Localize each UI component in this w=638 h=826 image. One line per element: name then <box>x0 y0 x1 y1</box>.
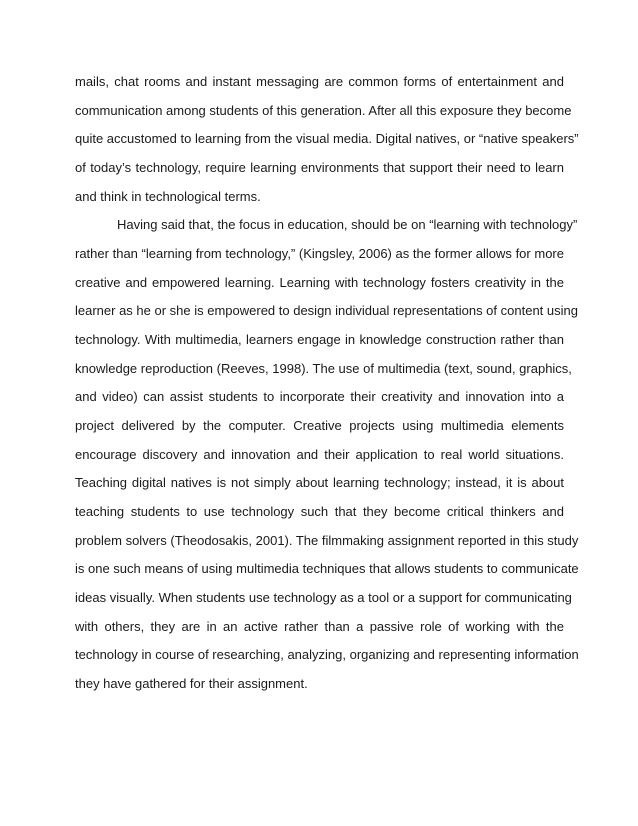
text-line: Teaching digital natives is not simply about learning technology; instead, it is about <box>75 475 564 490</box>
text-line: mails, chat rooms and instant messaging are common forms of entertainment and <box>75 74 564 89</box>
text-line: quite accustomed to learning from the visual media. Digital natives, or “native speakers” <box>75 131 579 146</box>
text-line: with others, they are in an active rather than a passive role of working with the <box>75 619 564 634</box>
text-line: they have gathered for their assignment. <box>75 676 308 691</box>
text-line: technology in course of researching, analyzing, organizing and representing information <box>75 647 579 662</box>
text-line: learner as he or she is empowered to design individual representations of content using <box>75 303 578 318</box>
text-line: ideas visually. When students use technology as a tool or a support for communicating <box>75 590 572 605</box>
text-line: technology. With multimedia, learners engage in knowledge construction rather than <box>75 332 564 347</box>
text-line: teaching students to use technology such that they become critical thinkers and <box>75 504 564 519</box>
text-line: problem solvers (Theodosakis, 2001). The filmmaking assignment reported in this study <box>75 533 579 548</box>
text-line: knowledge reproduction (Reeves, 1998). The use of multimedia (text, sound, graphics, <box>75 361 572 376</box>
text-line: is one such means of using multimedia techniques that allows students to communicate <box>75 561 579 576</box>
text-line: Having said that, the focus in education, should be on “learning with technology” <box>117 217 578 232</box>
text-line: project delivered by the computer. Creative projects using multimedia elements <box>75 418 564 433</box>
text-line: of today’s technology, require learning environments that support their need to learn <box>75 160 564 175</box>
text-line: and think in technological terms. <box>75 189 261 204</box>
text-line: rather than “learning from technology,” (Kingsley, 2006) as the former allows for more <box>75 246 564 261</box>
text-line: and video) can assist students to incorporate their creativity and innovation into a <box>75 389 564 404</box>
text-line: encourage discovery and innovation and their application to real world situations. <box>75 447 564 462</box>
text-line: communication among students of this generation. After all this exposure they become <box>75 103 572 118</box>
text-line: creative and empowered learning. Learning with technology fosters creativity in the <box>75 275 564 290</box>
